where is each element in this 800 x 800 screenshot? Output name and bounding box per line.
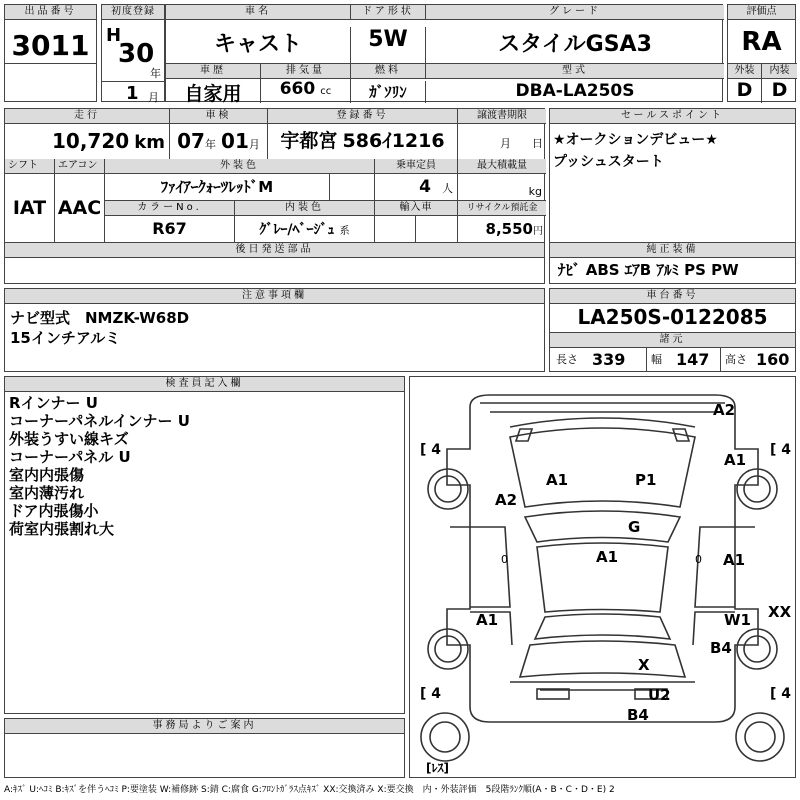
inspector-box bbox=[4, 376, 405, 714]
inspection-year-unit: 年 bbox=[204, 138, 216, 151]
int-color-suffix: 系 bbox=[339, 226, 350, 237]
aircon-label: エアコン bbox=[55, 159, 105, 174]
capacity: 4 bbox=[419, 177, 431, 197]
tire-tread-depth: [ 4 bbox=[770, 686, 792, 702]
note-2: 15インチアルミ bbox=[10, 329, 121, 347]
mileage-label: 走行 bbox=[5, 109, 170, 124]
tire-front-right-hub bbox=[744, 476, 770, 502]
wheel-zero-mark: 0 bbox=[695, 553, 702, 566]
lot-number-label: 出品番号 bbox=[5, 5, 96, 20]
history-label: 車歴 bbox=[166, 63, 261, 79]
specs-row bbox=[550, 347, 795, 372]
transfer-deadline-label: 譲渡書期限 bbox=[458, 109, 546, 124]
import-label: 輸入車 bbox=[375, 200, 458, 216]
spare-label: [ﾚｽ] bbox=[426, 761, 449, 775]
displacement-cell bbox=[261, 79, 351, 103]
history: 自家用 bbox=[166, 79, 261, 103]
tire-front-left bbox=[428, 469, 468, 509]
width-value: 147 bbox=[676, 350, 710, 369]
chassis-label: 車台番号 bbox=[550, 289, 795, 304]
int-color: ｸﾞﾚｰ/ﾍﾞｰｼﾞｭ bbox=[259, 222, 335, 238]
capacity-unit: 人 bbox=[442, 182, 453, 195]
score-box bbox=[727, 4, 796, 102]
damage-mark: A2 bbox=[495, 491, 518, 509]
tire-front-left-hub bbox=[435, 476, 461, 502]
aircon: AAC bbox=[55, 174, 105, 242]
inspection-label: 車検 bbox=[170, 109, 268, 124]
height-label: 高さ bbox=[720, 347, 747, 372]
inspection-month-unit: 月 bbox=[248, 138, 260, 151]
fuel: ｶﾞｿﾘﾝ bbox=[351, 81, 426, 103]
genuine-equip: ﾅﾋﾞ ABS ｴｱB ｱﾙﾐ PS PW bbox=[558, 261, 739, 279]
model-label: 型式 bbox=[426, 63, 724, 79]
import-cell bbox=[375, 215, 458, 242]
front-glass bbox=[525, 511, 680, 542]
registration-month: 1 bbox=[126, 83, 139, 104]
vehicle-details-box bbox=[4, 108, 545, 284]
rear-hatch bbox=[520, 641, 685, 677]
damage-mark: XX bbox=[768, 603, 792, 621]
recycle-unit: 円 bbox=[533, 226, 543, 237]
color-no: R67 bbox=[105, 215, 235, 242]
sales-point-1: ★オークションデビュー★ bbox=[553, 132, 718, 148]
car-name-label: 車名 bbox=[166, 5, 351, 20]
km-unit: km bbox=[134, 132, 165, 153]
color-no-label: カラーNo. bbox=[105, 200, 235, 216]
month-unit: 月 bbox=[148, 91, 159, 104]
cc-unit: cc bbox=[320, 86, 332, 97]
lot-number: 3011 bbox=[11, 29, 90, 62]
length-label: 長さ bbox=[556, 353, 578, 366]
car-diagram-box bbox=[409, 376, 796, 778]
mileage: 10,720 bbox=[51, 129, 130, 153]
year-unit: 年 bbox=[150, 67, 161, 80]
spare-tire bbox=[421, 713, 469, 761]
tire-rear-left bbox=[428, 629, 468, 669]
mileage-cell bbox=[5, 124, 170, 159]
genuine-equip-label: 純正装備 bbox=[550, 242, 795, 258]
recycle-cell bbox=[458, 215, 546, 242]
damage-mark: X bbox=[638, 656, 650, 674]
tire-tread-depth: [ 4 bbox=[420, 686, 442, 702]
damage-mark: A2 bbox=[713, 401, 736, 419]
specs-label: 諸元 bbox=[550, 332, 795, 348]
damage-mark: W1 bbox=[724, 611, 751, 629]
recycle-label: リサイクル預託金 bbox=[458, 200, 546, 216]
wheel-zero-mark: 0 bbox=[501, 553, 508, 566]
displacement-label: 排気量 bbox=[261, 63, 351, 79]
chassis-box bbox=[549, 288, 796, 372]
car-diagram bbox=[410, 377, 795, 777]
inspector-note: Rインナー U bbox=[9, 394, 98, 412]
first-registration-box bbox=[101, 4, 165, 102]
inspector-note: 室内薄汚れ bbox=[9, 484, 85, 502]
office-box bbox=[4, 718, 405, 778]
capacity-cell bbox=[375, 174, 458, 200]
inspector-note: 荷室内張割れ大 bbox=[9, 520, 115, 538]
damage-mark: A1 bbox=[723, 551, 746, 569]
inspector-label: 検査員記入欄 bbox=[5, 377, 404, 392]
inspector-note: コーナーパネルインナー U bbox=[9, 412, 190, 430]
damage-mark: A1 bbox=[476, 611, 499, 629]
month-divider bbox=[102, 81, 164, 82]
sales-point-box bbox=[549, 108, 796, 284]
lot-number-box bbox=[4, 4, 97, 102]
import-divider bbox=[415, 215, 416, 242]
sales-point-label: セールスポイント bbox=[550, 109, 795, 124]
rear-glass bbox=[535, 614, 670, 639]
inspection-cell bbox=[170, 124, 268, 159]
damage-mark: B4 bbox=[710, 639, 732, 657]
office-label: 事務局よりご案内 bbox=[5, 719, 404, 734]
later-parts-label: 後日発送部品 bbox=[5, 242, 544, 258]
reg-number-label: 登録番号 bbox=[268, 109, 458, 124]
inspector-note: ドア内張傷小 bbox=[9, 502, 99, 520]
damage-mark: G bbox=[628, 518, 641, 536]
model-code: DBA-LA250S bbox=[515, 81, 635, 101]
registration-year: 30 bbox=[118, 39, 155, 69]
reg-place: 宇都宮 bbox=[280, 130, 338, 152]
damage-mark: B4 bbox=[627, 706, 649, 724]
displacement: 660 bbox=[279, 79, 316, 99]
inspection-year: 07 bbox=[177, 129, 205, 153]
recycle-fee: 8,550 bbox=[485, 220, 533, 238]
deadline-day-unit: 日 bbox=[532, 137, 543, 150]
car-info-box bbox=[165, 4, 723, 105]
height-value: 160 bbox=[756, 350, 790, 369]
windshield bbox=[510, 418, 695, 427]
load-unit: kg bbox=[528, 185, 542, 198]
left-front-door bbox=[470, 527, 510, 607]
max-load-cell bbox=[458, 174, 546, 200]
car-name: キャスト bbox=[166, 27, 351, 63]
length-value: 339 bbox=[592, 350, 626, 369]
sales-point-2: プッシュスタート bbox=[553, 154, 664, 170]
exterior-grade: D bbox=[728, 79, 762, 103]
damage-mark: P1 bbox=[635, 471, 657, 489]
door-label: ドア形状 bbox=[351, 5, 426, 20]
damage-mark: A1 bbox=[596, 548, 619, 566]
tire-rear-left-hub bbox=[435, 636, 461, 662]
note-1: ナビ型式 NMZK-W68D bbox=[10, 309, 190, 327]
inspector-note: 外装うすい線キズ bbox=[9, 430, 129, 448]
hood bbox=[510, 428, 695, 507]
inspector-notes-list bbox=[9, 394, 190, 538]
int-color-cell bbox=[235, 215, 375, 242]
ext-color-label: 外装色 bbox=[105, 159, 375, 174]
door-type: 5W bbox=[351, 27, 426, 63]
shift-label: シフト bbox=[5, 159, 55, 174]
chassis-number: LA250S-0122085 bbox=[577, 305, 768, 329]
score: RA bbox=[741, 27, 782, 57]
notes-label: 注意事項欄 bbox=[5, 289, 544, 304]
fuel-label: 燃料 bbox=[351, 63, 426, 79]
era-prefix: H bbox=[106, 25, 122, 46]
score-label: 評価点 bbox=[728, 5, 795, 20]
interior-label: 内装 bbox=[762, 63, 797, 79]
inspector-note: 室内内張傷 bbox=[9, 466, 85, 484]
legend: A:ｷｽﾞ U:ﾍｺﾐ B:ｷｽﾞを伴うﾍｺﾐ P:要塗装 W:補修跡 S:錆 C:腐食 G:ﾌﾛﾝﾄｶﾞﾗｽ点ｷｽﾞ XX:交換済み X:要交換 内・外装評価 5段階ﾗﾝｸ順(A・B・C・D・E) 2 bbox=[4, 785, 615, 795]
inspector-note: コーナーパネル U bbox=[9, 448, 131, 466]
ext-color-spacer bbox=[330, 174, 375, 200]
spare-tire-2-hub bbox=[745, 722, 775, 752]
tire-rear-right-hub bbox=[744, 636, 770, 662]
grade-label: グレード bbox=[426, 5, 724, 20]
damage-mark: A1 bbox=[546, 471, 569, 489]
width-label: 幅 bbox=[646, 347, 662, 372]
damage-mark: A1 bbox=[724, 451, 747, 469]
exterior-label: 外装 bbox=[728, 63, 762, 79]
deadline-cell bbox=[458, 124, 546, 159]
reg-number-cell bbox=[268, 124, 458, 159]
tire-tread-depth: [ 4 bbox=[420, 442, 442, 458]
int-color-label: 内装色 bbox=[235, 200, 375, 216]
tire-tread-depth: [ 4 bbox=[770, 442, 792, 458]
tire-rear-right bbox=[737, 629, 777, 669]
deadline-month-unit: 月 bbox=[500, 137, 511, 150]
tire-front-right bbox=[737, 469, 777, 509]
inspection-month: 01 bbox=[221, 129, 249, 153]
grade: スタイルGSA3 bbox=[498, 32, 652, 57]
max-load-label: 最大積載量 bbox=[458, 159, 546, 174]
spare-tire-hub bbox=[430, 722, 460, 752]
notes-box bbox=[4, 288, 545, 372]
interior-grade: D bbox=[771, 79, 788, 101]
shift: IAT bbox=[5, 174, 55, 242]
capacity-label: 乗車定員 bbox=[375, 159, 458, 174]
spare-tire-2 bbox=[736, 713, 784, 761]
lot-divider bbox=[5, 63, 96, 64]
ext-color: ﾌｧｲｱｰｸｫｰﾂﾚｯﾄﾞM bbox=[105, 174, 330, 200]
first-registration-label: 初度登録 bbox=[102, 5, 164, 20]
front-bumper bbox=[480, 403, 725, 412]
damage-mark: U2 bbox=[648, 686, 671, 704]
reg-number: 586ｲ1216 bbox=[342, 130, 445, 152]
